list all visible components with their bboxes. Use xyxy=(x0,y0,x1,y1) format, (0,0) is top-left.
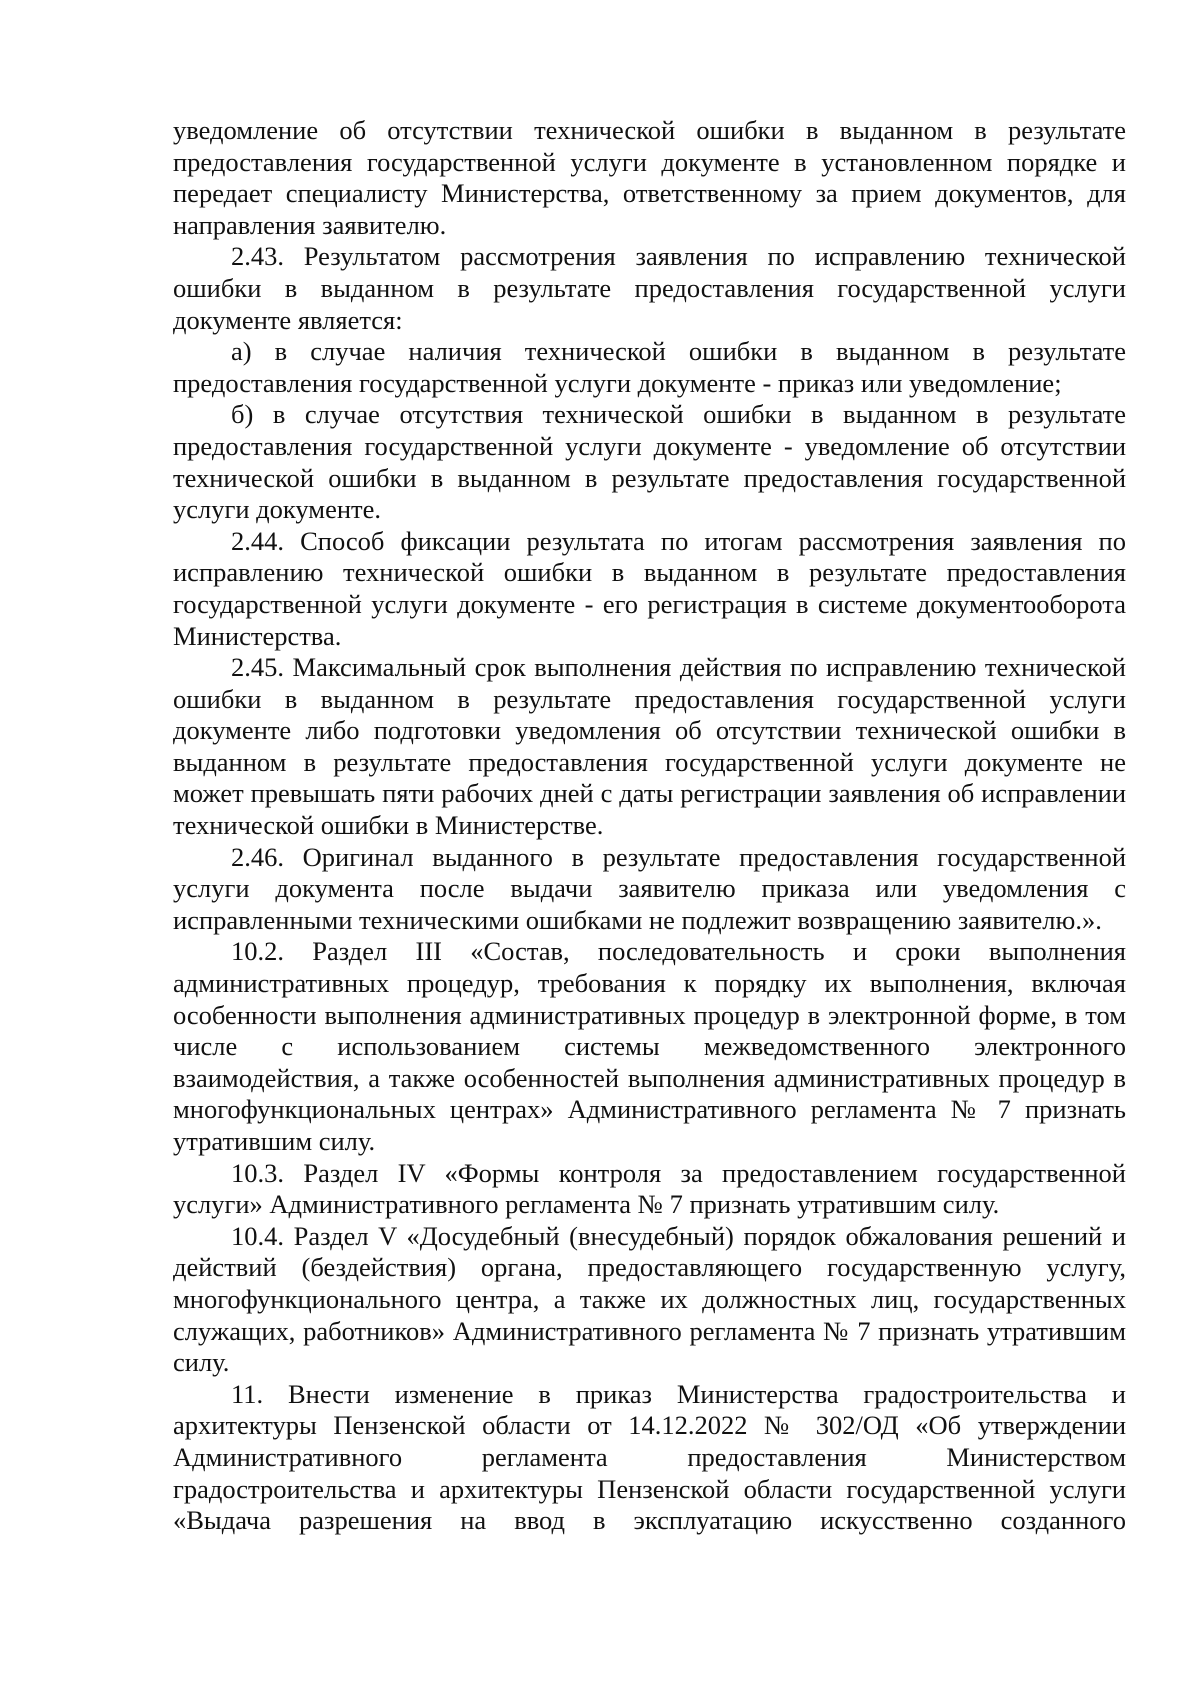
paragraph-0: уведомление об отсутствии технической ошибки в выданном в результате предоставления государственной услуги документе в установленном порядке и передает специалисту Министерства, ответственному за прием документов, для направления заявителю. xyxy=(173,115,1126,240)
paragraph-10-3: 10.3. Раздел IV «Формы контроля за предоставлением государственной услуги» Административного регламента № 7 признать утратившим силу. xyxy=(173,1157,1126,1220)
document-body xyxy=(173,115,1126,1537)
paragraph-2-44: 2.44. Способ фиксации результата по итогам рассмотрения заявления по исправлению технической ошибки в выданном в результате предоставления государственной услуги документе - его регистрация в системе документооборота Министерства. xyxy=(173,525,1126,651)
paragraph-2-45: 2.45. Максимальный срок выполнения действия по исправлению технической ошибки в выданном в результате предоставления государственной услуги документе либо подготовки уведомления об отсутствии технической ошибки в выданном в результате предоставления государственной услуги документе не может превышать пяти рабочих дней с даты регистрации заявления об исправлении технической ошибки в Министерстве. xyxy=(173,652,1126,841)
paragraph-10-2: 10.2. Раздел III «Состав, последовательность и сроки выполнения административных процедур, требования к порядку их выполнения, включая особенности выполнения административных процедур в электронной форме, в том числе с использованием системы межведомственного электронного взаимодействия, а также особенностей выполнения административных процедур в многофункциональных центрах» Административного регламента № 7 признать утратившим силу. xyxy=(173,936,1126,1156)
paragraph-item-a: а) в случае наличия технической ошибки в выданном в результате предоставления государственной услуги документе - приказ или уведомление; xyxy=(173,336,1126,398)
paragraph-2-46: 2.46. Оригинал выданного в результате предоставления государственной услуги документа после выдачи заявителю приказа или уведомления с исправленными техническими ошибками не подлежит возвращению заявителю.». xyxy=(173,841,1126,935)
paragraph-10-4: 10.4. Раздел V «Досудебный (внесудебный) порядок обжалования решений и действий (бездействия) органа, предоставляющего государственную услугу, многофункционального центра, а также их должностных лиц, государственных служащих, работников» Административного регламента № 7 признать утратившим силу. xyxy=(173,1220,1126,1378)
paragraph-item-b: б) в случае отсутствия технической ошибки в выданном в результате предоставления государственной услуги документе - уведомление об отсутствии технической ошибки в выданном в результате предоставления государственной услуги документе. xyxy=(173,399,1126,525)
paragraph-2-43: 2.43. Результатом рассмотрения заявления по исправлению технической ошибки в выданном в результате предоставления государственной услуги документе является: xyxy=(173,241,1126,335)
paragraph-11: 11. Внести изменение в приказ Министерства градостроительства и архитектуры Пензенской области от 14.12.2022 № 302/ОД «Об утверждении Административного регламента предоставления Министерством градостроительства и архитектуры Пензенской области государственной услуги «Выдача разрешения на ввод в эксплуатацию искусственно созданного xyxy=(173,1378,1126,1536)
